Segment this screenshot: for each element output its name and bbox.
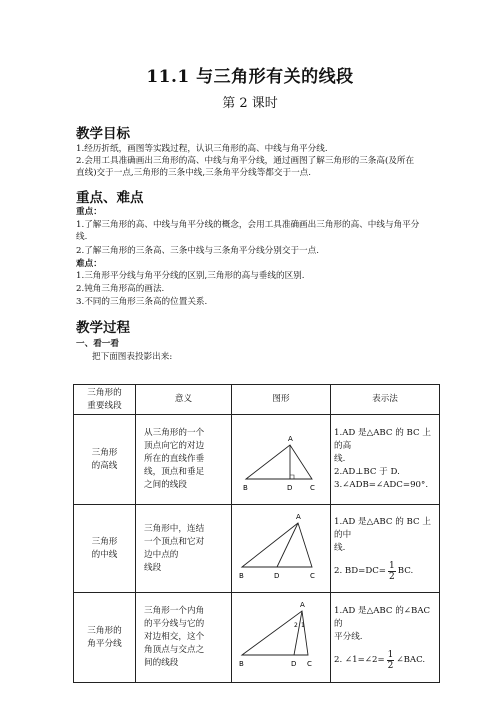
header-cell: 表示法: [331, 385, 440, 415]
bisector-formula: 2. ∠1=∠2= $\frac{1}{2}$ ∠BAC.: [334, 649, 426, 671]
figure-cell: [232, 415, 331, 505]
goals-line: 直线)交于一点,三角形的三条中线,三条角平分线等都交于一点.: [76, 168, 311, 178]
vertex-label-b: B: [239, 660, 244, 668]
goals-line: 2.会用工具准确画出三角形的高、中线与角平分线，通过画图了解三角形的三条高(及所在: [76, 156, 415, 166]
table-row: [74, 415, 440, 505]
vertex-label-c: C: [310, 572, 315, 580]
goals-heading: 教学目标: [76, 126, 130, 142]
angle-label-1: 1: [301, 622, 305, 629]
altitude-figure: [232, 415, 331, 499]
segment-name-cell: 三角形 的高线: [74, 415, 136, 505]
keypoints-heading: 重点、难点: [76, 190, 144, 206]
vertex-label-c: C: [310, 484, 315, 492]
header-cell: 三角形的 重要线段: [74, 385, 136, 415]
page-subtitle: 第 2 课时: [222, 96, 278, 111]
table-header-row: [74, 385, 440, 415]
hard-line: 2.钝角三角形高的画法.: [76, 284, 165, 294]
segment-name-cell: 三角形的 角平分线: [74, 593, 136, 683]
goals-line: 1.经历折纸，画图等实践过程，认识三角形的高、中线与角平分线.: [76, 144, 328, 154]
median-figure: [232, 505, 331, 587]
vertex-label-b: B: [239, 572, 244, 580]
key-line: 2.了解三角形的三条高、三条中线与三条角平分线分别交于一点.: [76, 246, 319, 256]
figure-cell: [232, 505, 331, 593]
key-line: 1.了解三角形的高、中线与角平分线的概念，会用工具准确画出三角形的高、中线与角平分: [76, 220, 420, 230]
fraction: $\frac{1}{2}$: [389, 560, 395, 582]
instruction-text: 把下面图表投影出来:: [92, 352, 173, 362]
step1-heading: 一、看一看: [76, 339, 119, 349]
notation-cell: 1.AD 是△ABC 的∠BAC 的 平分线. 2. ∠1=∠2= $\frac{1}{2}$ ∠BAC.: [331, 593, 440, 683]
figure-cell: [232, 593, 331, 683]
point-label-d: D: [287, 484, 293, 492]
meaning-cell: 从三角形的一个 顶点向它的对边 所在的直线作垂 线，顶点和垂足 之间的线段: [136, 415, 232, 505]
table-row: [74, 505, 440, 593]
header-cell: 图形: [232, 385, 331, 415]
fraction: $\frac{1}{2}$: [387, 649, 394, 671]
header-cell: 意义: [136, 385, 232, 415]
vertex-label-b: B: [243, 484, 248, 492]
median-formula: 2. BD=DC= $\frac{1}{2}$ BC.: [334, 560, 414, 582]
key-line: 线.: [76, 232, 88, 242]
bisector-figure: [232, 593, 331, 677]
median-line: [277, 523, 298, 567]
process-heading: 教学过程: [76, 320, 130, 336]
key-label: 重点：: [76, 207, 102, 217]
meaning-cell: 三角形一个内角 的平分线与它的 对边相交，这个 角顶点与交点之 间的线段: [136, 593, 232, 683]
bisector-line: [294, 611, 302, 655]
segment-name-cell: 三角形 的中线: [74, 505, 136, 593]
vertex-label-c: C: [307, 660, 312, 668]
meaning-cell: 三角形中，连结 一个顶点和它对 边中点的 线段: [136, 505, 232, 593]
hard-line: 3.不同的三角形三条高的位置关系.: [76, 297, 208, 307]
point-label-d: D: [274, 572, 280, 580]
notation-cell: 1.AD 是△ABC 的 BC 上的中 线. 2. BD=DC= $\frac{1}{2}$ BC.: [331, 505, 440, 593]
segments-table: [73, 384, 440, 683]
page-title: 11.1 与三角形有关的线段: [146, 67, 354, 87]
hard-line: 1.三角形平分线与角平分线的区别,三角形的高与垂线的区别.: [76, 271, 305, 281]
vertex-label-a: A: [288, 435, 293, 443]
vertex-label-a: A: [296, 513, 301, 521]
triangle-abc: [246, 445, 312, 479]
angle-label-2: 2: [294, 622, 298, 629]
table-row: [74, 593, 440, 683]
vertex-label-a: A: [300, 601, 305, 609]
notation-cell: 1.AD 是△ABC 的 BC 上的高 线. 2.AD⊥BC 于 D. 3.∠ADB=∠ADC=90°.: [331, 415, 440, 505]
right-angle-mark: [290, 475, 294, 479]
triangle-abc: [242, 523, 312, 567]
hard-label: 难点：: [76, 259, 102, 269]
point-label-d: D: [291, 660, 297, 668]
